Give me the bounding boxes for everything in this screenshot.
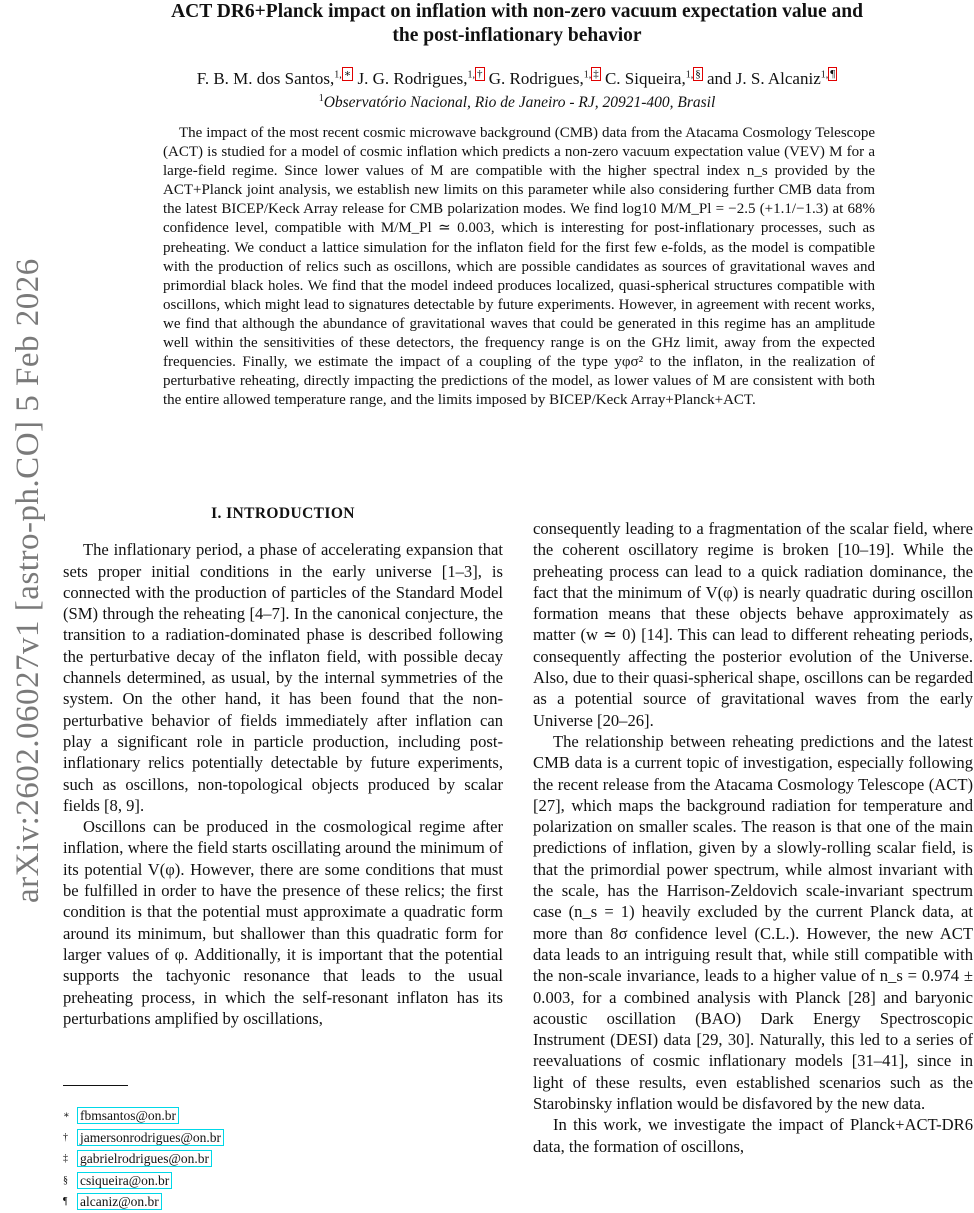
footnote-symbol: †: [63, 1131, 68, 1143]
footnote-symbol: ¶: [63, 1196, 68, 1207]
email-link[interactable]: fbmsantos@on.br: [77, 1107, 179, 1124]
email-link[interactable]: csiqueira@on.br: [77, 1172, 172, 1189]
title-line-1: ACT DR6+Planck impact on inflation with non-zero vacuum expectation value and: [171, 1, 863, 22]
affiliation-mark: 1,: [820, 69, 829, 81]
paper-title: [60, 0, 974, 48]
footnote-item: [63, 1148, 503, 1170]
author-name: C. Siqueira,: [604, 69, 686, 88]
paragraph: The relationship between reheating predictions and the latest CMB data is a current topic of investigation, especially following the recent release from the Atacama Cosmology Telescope (ACT) [27], which maps the background radiation for temperature and polarization on smaller scales. The reason is that one of the main predictions of inflation, given by a slowly-rolling scalar field, is that the primordial power spectrum, while almost invariant with the scale, has the Harrison-Zeldovich scale-invariant spectrum case (n_s = 1) heavily excluded by the current Planck data, at more than 8σ confidence level (C.L.). However, the new ACT data leads to an intriguing result that, while still compatible with the non-scale invariance, leads to a higher value of n_s = 0.974 ± 0.003, for a combined analysis with Planck [28] and baryonic acoustic oscillation (BAO) Dark Energy Spectroscopic Instrument (DESI) data [29, 30]. Naturally, this led to a series of reevaluations of cosmic inflationary models [31–41], since in light of these results, even established scenarios such as the Starobinsky inflation would be disfavored by the new data.: [533, 731, 973, 1114]
affiliation-mark: 1,: [583, 69, 592, 81]
email-link[interactable]: alcaniz@on.br: [77, 1193, 162, 1210]
affiliation-text: Observatório Nacional, Rio de Janeiro - RJ, 20921-400, Brasil: [323, 94, 716, 111]
title-line-2: the post-inflationary behavior: [392, 25, 642, 46]
affiliation-mark: 1,: [467, 69, 476, 81]
affiliation-number: 1: [318, 92, 324, 104]
footnote-link[interactable]: ∗: [343, 68, 352, 81]
author-name: and J. S. Alcaniz: [706, 69, 821, 88]
author-name: G. Rodrigues,: [488, 69, 584, 88]
footnotes: [63, 1105, 503, 1213]
author-name: F. B. M. dos Santos,: [196, 69, 335, 88]
arxiv-sidebar-id: arXiv:2602.06027v1 [astro-ph.CO] 5 Feb 2026: [10, 258, 46, 903]
affiliation: [60, 93, 974, 113]
email-link[interactable]: gabrielrodrigues@on.br: [77, 1150, 212, 1167]
footnote-symbol: ∗: [63, 1110, 70, 1121]
author-name: J. G. Rodrigues,: [357, 69, 468, 88]
footnote-item: [63, 1105, 503, 1127]
footnote-link[interactable]: †: [477, 68, 483, 81]
footnote-link[interactable]: ‡: [593, 68, 599, 81]
left-column: [63, 505, 503, 1029]
footnote-symbol: ‡: [63, 1153, 68, 1164]
footnote-rule: [63, 1085, 128, 1086]
paragraph: consequently leading to a fragmentation of the scalar field, where the coherent oscillatory regime is broken [10–19]. While the preheating process can lead to a quick radiation dominance, the fact that the minimum of V(φ) is nearly quadratic during oscillon formation means that these objects behave approximately as matter (w ≃ 0) [14]. This can lead to different reheating periods, consequently affecting the posterior evolution of the Universe. Also, due to their quasi-spherical shape, oscillons can be regarded as a potential source of gravitational waves from the early Universe [20–26].: [533, 519, 973, 730]
footnote-link[interactable]: §: [695, 68, 701, 81]
paragraph: Oscillons can be produced in the cosmological regime after inflation, where the field starts oscillating around the minimum of its potential V(φ). However, there are some conditions that must be fulfilled in order to have the presence of these relics; the first condition is that the potential must approximate a quadratic form around its minimum, but shallower than this quadratic form for larger values of φ. Additionally, it is important that the potential supports the tachyonic resonance that leads to the usual preheating process, in which the self-resonant inflaton has its perturbations amplified by oscillations,: [63, 817, 503, 1028]
author-list: [60, 68, 974, 90]
footnote-link[interactable]: ¶: [830, 68, 836, 81]
paragraph: In this work, we investigate the impact of Planck+ACT-DR6 data, the formation of oscillons,: [533, 1115, 973, 1156]
footnote-item: [63, 1127, 503, 1149]
footnote-symbol: §: [63, 1174, 68, 1186]
paragraph: The inflationary period, a phase of accelerating expansion that sets proper initial conditions in the early universe [1–3], is connected with the production of particles of the Standard Model (SM) through the reheating [4–7]. In the canonical conjecture, the transition to a radiation-dominated phase is described following the perturbative decay of the inflaton field, with possible decay channels determined, as usual, by the internal symmetries of the system. On the other hand, it has been found that the non-perturbative behavior of fields immediately after inflation can play a significant role in particle production, including post-inflationary relics potentially detectable by future experiments, such as oscillons, non-topological objects produced by scalar fields [8, 9].: [63, 540, 503, 815]
affiliation-mark: 1,: [685, 69, 694, 81]
right-column: [533, 518, 973, 1157]
footnote-item: [63, 1170, 503, 1192]
email-link[interactable]: jamersonrodrigues@on.br: [77, 1129, 224, 1146]
footnote-item: [63, 1191, 503, 1213]
abstract: The impact of the most recent cosmic microwave background (CMB) data from the Atacama Cosmology Telescope (ACT) is studied for a model of cosmic inflation which predicts a non-zero vacuum expectation value (VEV) M for a large-field regime. Since lower values of M are compatible with the higher spectral index n_s provided by the ACT+Planck joint analysis, we establish new limits on this parameter while also considering further CMB data from the latest BICEP/Keck Array release for CMB polarization modes. We find log10 M/M_Pl = −2.5 (+1.1/−1.3) at 68% confidence level, compatible with M/M_Pl ≃ 0.003, which is interesting for post-inflationary processes, such as preheating. We conduct a lattice simulation for the inflaton field for the first few e-folds, as the model is compatible with the production of relics such as oscillons, which are possible candidates as sources of gravitational waves and primordial black holes. We find that the model indeed produces localized, quasi-spherical structures compatible with oscillons, which might lead to signatures detectable by future experiments. However, in agreement with recent works, we find that although the abundance of gravitational waves that could be generated in this regime has an amplitude well within the sensitivities of these detectors, the frequency range is on the GHz limit, away from the expected frequencies. Finally, we estimate the impact of a coupling of the type yφσ² to the inflaton, in the realization of perturbative reheating, directly impacting the predictions of the model, as lower values of M are consistent with both the entire allowed temperature range, and the limits imposed by BICEP/Keck Array+Planck+ACT.: [163, 125, 875, 409]
section-heading: I. INTRODUCTION: [211, 505, 355, 522]
affiliation-mark: 1,: [334, 69, 342, 81]
